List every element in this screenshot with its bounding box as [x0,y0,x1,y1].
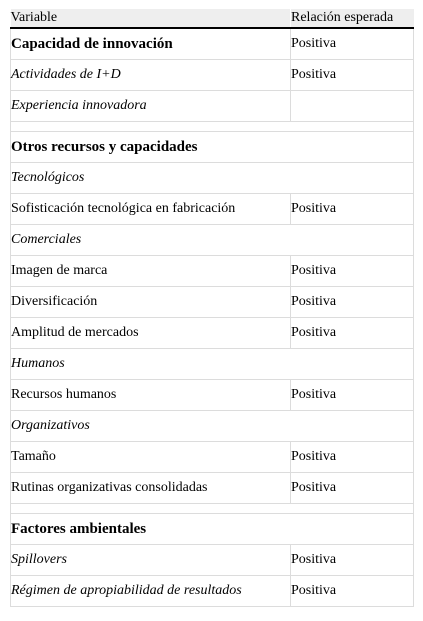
subgroup-heading: Humanos [11,348,414,379]
relation-cell [291,90,414,121]
variable-cell: Experiencia innovadora [11,90,291,121]
variable-cell: Diversificación [11,286,291,317]
variable-cell: Sofisticación tecnológica en fabricación [11,193,291,224]
spacer-cell [11,121,414,131]
variable-cell: Spillovers [11,544,291,575]
relation-cell: Positiva [291,193,414,224]
table-row [11,472,414,503]
table-row [11,224,414,255]
table-row [11,90,414,121]
table-row [11,379,414,410]
variable-cell: Actividades de I+D [11,59,291,90]
relation-cell: Positiva [291,317,414,348]
relation-cell: Positiva [291,441,414,472]
variables-table [10,9,414,607]
table-row [11,410,414,441]
section-heading: Factores ambientales [11,513,414,544]
table-row [11,131,414,162]
table-row [11,317,414,348]
table-row [11,544,414,575]
table-row [11,513,414,544]
table-header [11,9,414,28]
subgroup-heading: Organizativos [11,410,414,441]
spacer-row [11,503,414,513]
variable-cell: Recursos humanos [11,379,291,410]
relation-cell: Positiva [291,286,414,317]
table-row [11,255,414,286]
relation-cell: Positiva [291,255,414,286]
spacer-row [11,121,414,131]
table-row [11,193,414,224]
table-row [11,286,414,317]
relation-cell: Positiva [291,575,414,606]
spacer-cell [11,503,414,513]
relation-cell: Positiva [291,379,414,410]
header-variable: Variable [11,9,291,28]
table-row [11,59,414,90]
relation-cell: Positiva [291,472,414,503]
subgroup-heading: Tecnológicos [11,162,414,193]
subgroup-heading: Comerciales [11,224,414,255]
table-row [11,441,414,472]
header-relation: Relación esperada [291,9,414,28]
variable-cell: Imagen de marca [11,255,291,286]
table-row [11,575,414,606]
table-row [11,28,414,59]
table-body [11,28,414,606]
header-row [11,9,414,28]
variable-cell: Tamaño [11,441,291,472]
variable-cell: Régimen de apropiabilidad de resultados [11,575,291,606]
relation-cell: Positiva [291,59,414,90]
section-heading: Capacidad de innovación [11,28,291,59]
section-heading: Otros recursos y capacidades [11,131,414,162]
relation-cell: Positiva [291,28,414,59]
table-row [11,348,414,379]
variable-cell: Rutinas organizativas consolidadas [11,472,291,503]
variable-cell: Amplitud de mercados [11,317,291,348]
table-row [11,162,414,193]
relation-cell: Positiva [291,544,414,575]
